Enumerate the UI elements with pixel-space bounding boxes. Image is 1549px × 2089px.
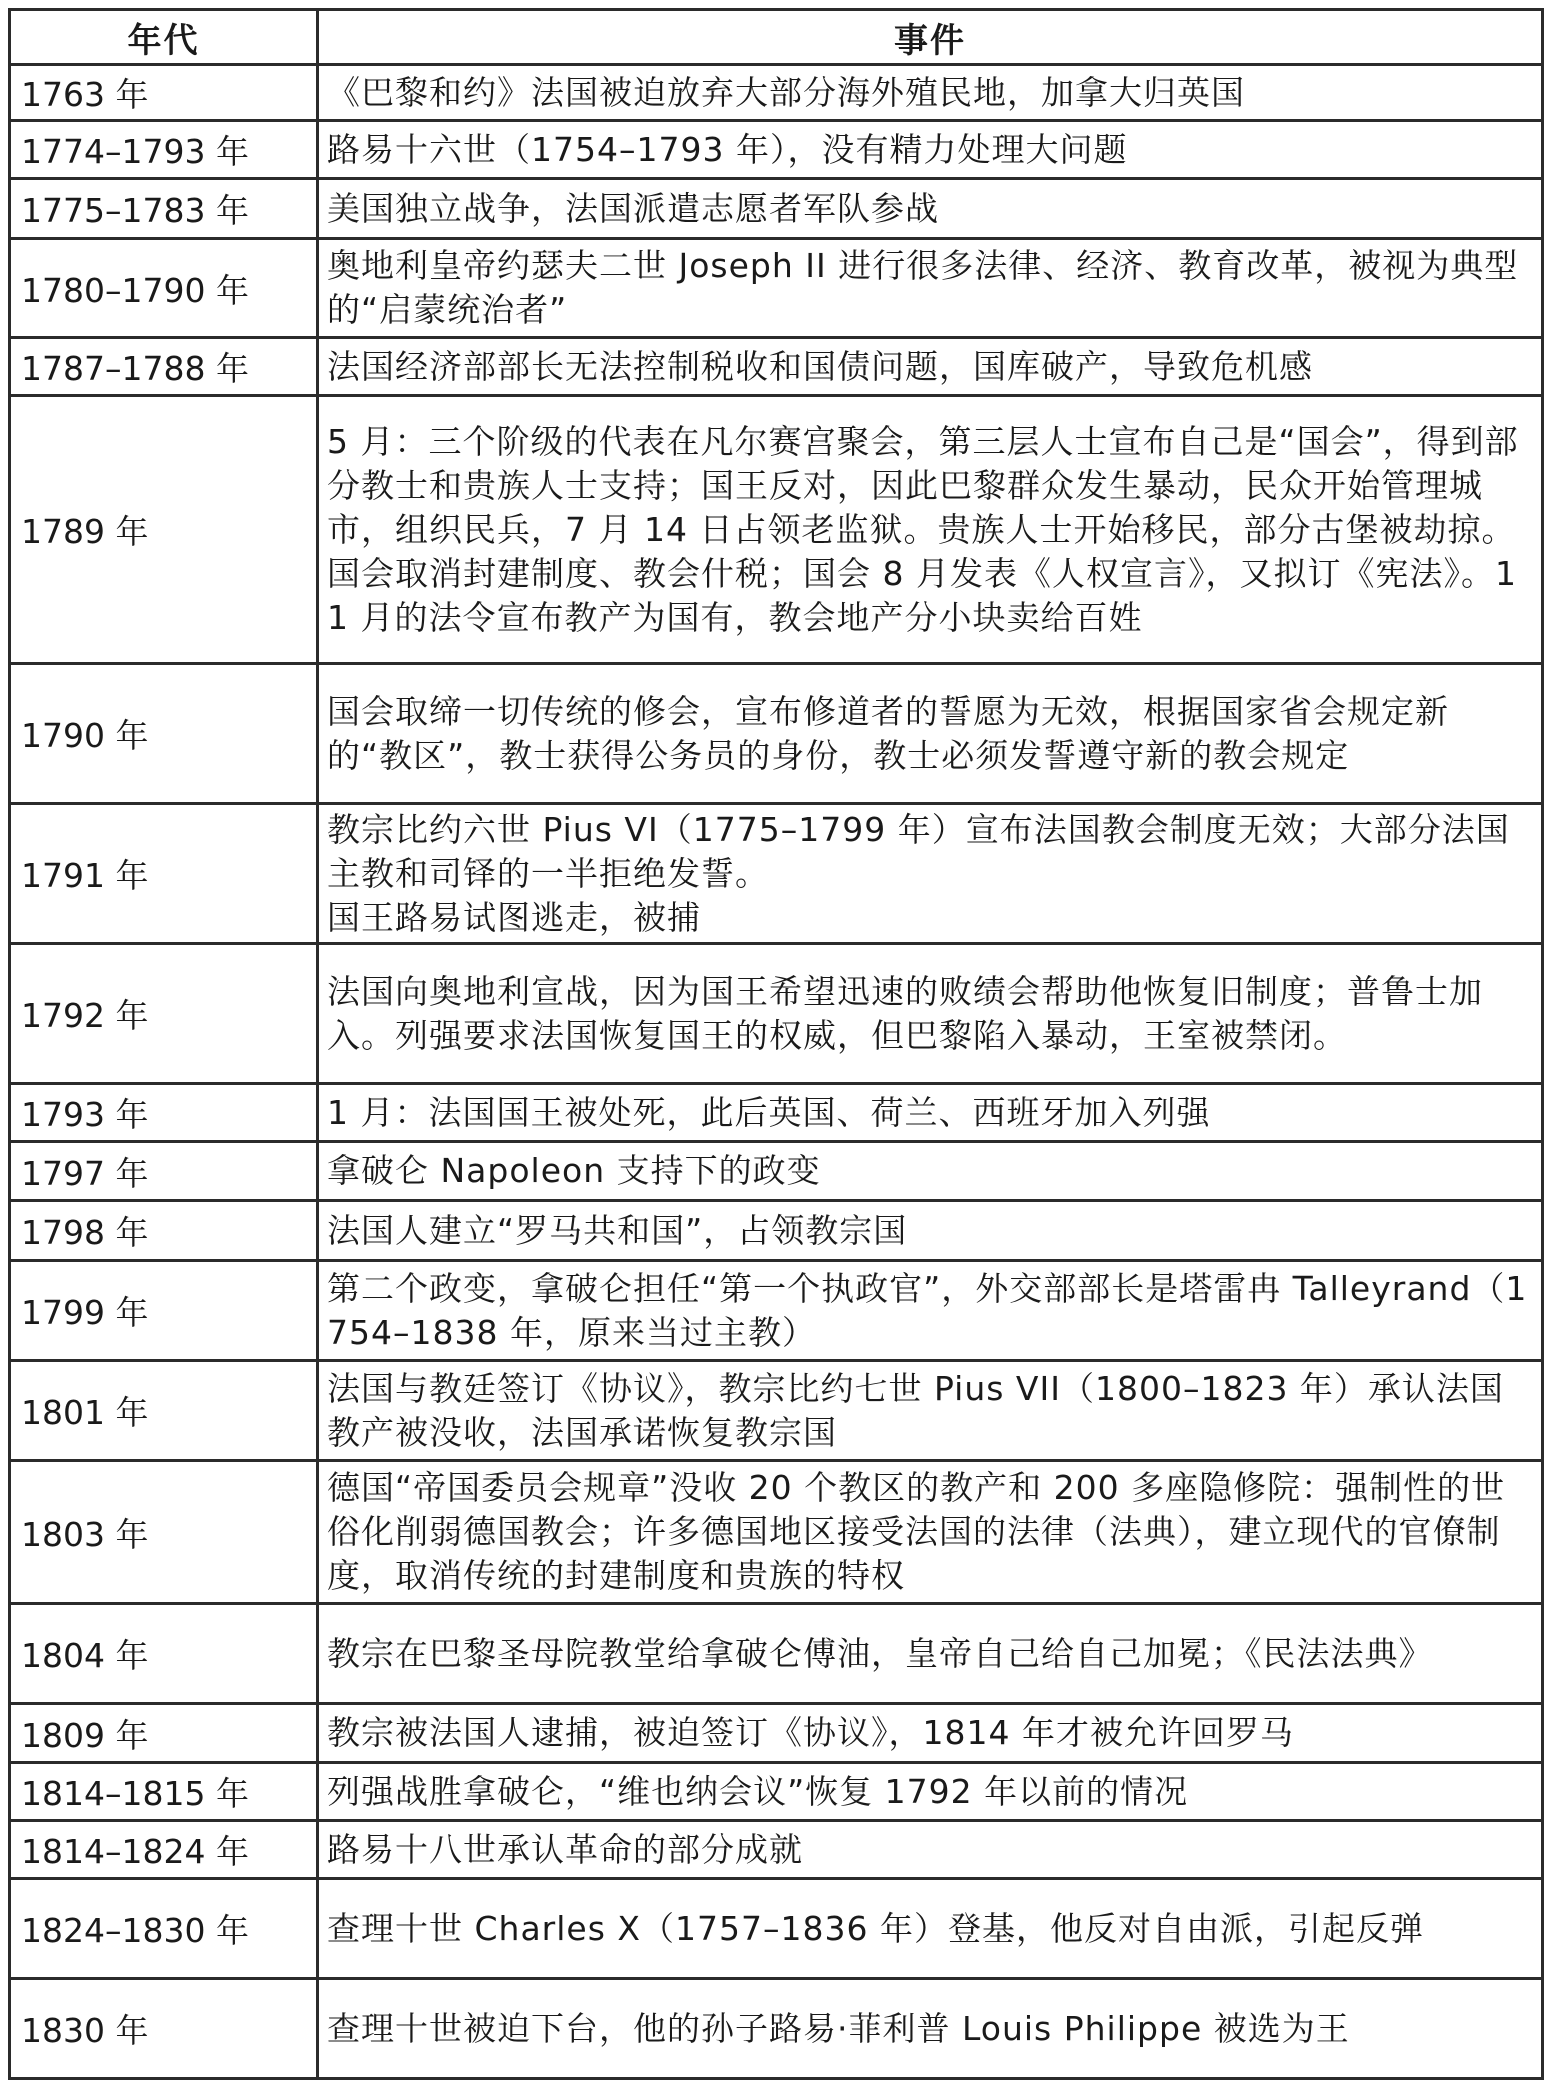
event-cell: 奥地利皇帝约瑟夫二世 Joseph II 进行很多法律、经济、教育改革，被视为典型的“启蒙统治者” (318, 239, 1543, 338)
table-row (10, 1361, 1543, 1461)
table-row (10, 65, 1543, 121)
year-cell: 1792 年 (10, 944, 318, 1084)
table-header-row (10, 10, 1543, 65)
table-row (10, 1261, 1543, 1361)
year-cell: 1803 年 (10, 1461, 318, 1604)
event-cell: 列强战胜拿破仑，“维也纳会议”恢复 1792 年以前的情况 (318, 1763, 1543, 1821)
table-row (10, 804, 1543, 944)
event-cell: 《巴黎和约》法国被迫放弃大部分海外殖民地，加拿大归英国 (318, 65, 1543, 121)
table-row (10, 1201, 1543, 1261)
year-cell: 1763 年 (10, 65, 318, 121)
year-cell: 1830 年 (10, 1979, 318, 2079)
table-row (10, 396, 1543, 664)
event-cell: 教宗在巴黎圣母院教堂给拿破仑傅油，皇帝自己给自己加冕；《民法法典》 (318, 1604, 1543, 1704)
year-cell: 1814–1824 年 (10, 1821, 318, 1879)
table-row (10, 1704, 1543, 1763)
event-cell: 路易十八世承认革命的部分成就 (318, 1821, 1543, 1879)
table-row (10, 664, 1543, 804)
event-cell: 1 月：法国国王被处死，此后英国、荷兰、西班牙加入列强 (318, 1084, 1543, 1142)
event-cell: 法国与教廷签订《协议》，教宗比约七世 Pius VII（1800–1823 年）承认法国教产被没收，法国承诺恢复教宗国 (318, 1361, 1543, 1461)
table-row (10, 1084, 1543, 1142)
event-cell: 查理十世被迫下台，他的孙子路易·菲利普 Louis Philippe 被选为王 (318, 1979, 1543, 2079)
event-cell: 5 月：三个阶级的代表在凡尔赛宫聚会，第三层人士宣布自己是“国会”，得到部分教士和贵族人士支持；国王反对，因此巴黎群众发生暴动，民众开始管理城市，组织民兵，7 月 14 日占领老监狱。贵族人士开始移民，部分古堡被劫掠。国会取消封建制度、教会什税；国会 8 月发表《人权宣言》，又拟订《宪法》。11 月的法令宣布教产为国有，教会地产分小块卖给百姓 (318, 396, 1543, 664)
event-cell: 拿破仑 Napoleon 支持下的政变 (318, 1142, 1543, 1201)
table-row (10, 1142, 1543, 1201)
year-cell: 1775–1783 年 (10, 179, 318, 239)
year-cell: 1798 年 (10, 1201, 318, 1261)
event-cell: 美国独立战争，法国派遣志愿者军队参战 (318, 179, 1543, 239)
table-row (10, 338, 1543, 396)
event-cell: 法国向奥地利宣战，因为国王希望迅速的败绩会帮助他恢复旧制度；普鲁士加入。列强要求法国恢复国王的权威，但巴黎陷入暴动，王室被禁闭。 (318, 944, 1543, 1084)
event-cell: 查理十世 Charles X（1757–1836 年）登基，他反对自由派，引起反弹 (318, 1879, 1543, 1979)
year-cell: 1791 年 (10, 804, 318, 944)
table-row (10, 1879, 1543, 1979)
table-row (10, 1461, 1543, 1604)
table-row (10, 121, 1543, 179)
year-cell: 1790 年 (10, 664, 318, 804)
event-cell: 教宗被法国人逮捕，被迫签订《协议》，1814 年才被允许回罗马 (318, 1704, 1543, 1763)
table-row (10, 944, 1543, 1084)
year-cell: 1793 年 (10, 1084, 318, 1142)
history-timeline-table (8, 8, 1544, 2080)
table-row (10, 1604, 1543, 1704)
table-body (10, 65, 1543, 2079)
year-cell: 1799 年 (10, 1261, 318, 1361)
year-cell: 1804 年 (10, 1604, 318, 1704)
table-row (10, 239, 1543, 338)
column-header-year: 年代 (10, 10, 318, 65)
year-cell: 1824–1830 年 (10, 1879, 318, 1979)
event-cell: 法国人建立“罗马共和国”，占领教宗国 (318, 1201, 1543, 1261)
table-row (10, 1821, 1543, 1879)
year-cell: 1789 年 (10, 396, 318, 664)
event-cell: 教宗比约六世 Pius VI（1775–1799 年）宣布法国教会制度无效；大部分法国主教和司铎的一半拒绝发誓。 国王路易试图逃走，被捕 (318, 804, 1543, 944)
year-cell: 1801 年 (10, 1361, 318, 1461)
year-cell: 1809 年 (10, 1704, 318, 1763)
table-row (10, 179, 1543, 239)
year-cell: 1774–1793 年 (10, 121, 318, 179)
table-row (10, 1763, 1543, 1821)
year-cell: 1780–1790 年 (10, 239, 318, 338)
column-header-event: 事件 (318, 10, 1543, 65)
year-cell: 1797 年 (10, 1142, 318, 1201)
event-cell: 第二个政变，拿破仑担任“第一个执政官”，外交部部长是塔雷冉 Talleyrand（1754–1838 年，原来当过主教） (318, 1261, 1543, 1361)
event-cell: 德国“帝国委员会规章”没收 20 个教区的教产和 200 多座隐修院：强制性的世俗化削弱德国教会；许多德国地区接受法国的法律（法典），建立现代的官僚制度，取消传统的封建制度和贵族的特权 (318, 1461, 1543, 1604)
event-cell: 法国经济部部长无法控制税收和国债问题，国库破产，导致危机感 (318, 338, 1543, 396)
year-cell: 1787–1788 年 (10, 338, 318, 396)
event-cell: 国会取缔一切传统的修会，宣布修道者的誓愿为无效，根据国家省会规定新的“教区”，教士获得公务员的身份，教士必须发誓遵守新的教会规定 (318, 664, 1543, 804)
table-row (10, 1979, 1543, 2079)
year-cell: 1814–1815 年 (10, 1763, 318, 1821)
event-cell: 路易十六世（1754–1793 年），没有精力处理大问题 (318, 121, 1543, 179)
